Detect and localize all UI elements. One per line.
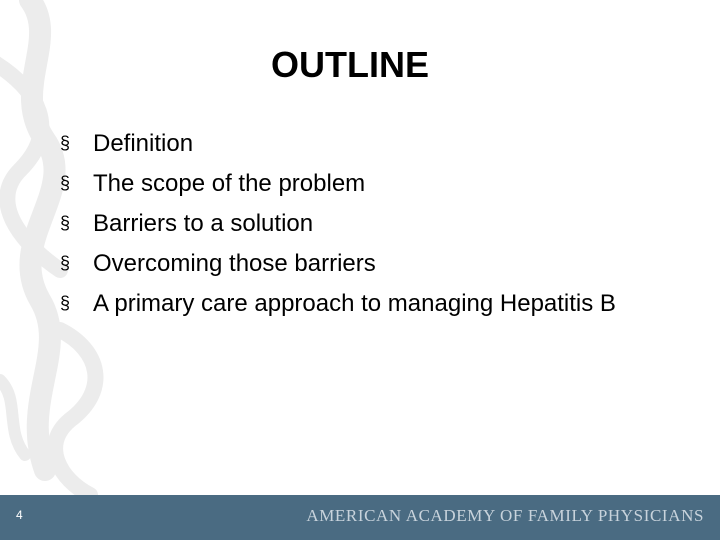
outline-item-text: A primary care approach to managing Hepatitis B [93, 290, 616, 317]
outline-item [60, 208, 700, 239]
outline-item-text: Definition [93, 130, 194, 157]
bullet-marker-icon: § [60, 293, 71, 313]
outline-item-text: The scope of the problem [93, 170, 366, 197]
slide-title [0, 44, 700, 86]
outline-list [60, 128, 700, 328]
organization-name: AMERICAN ACADEMY OF FAMILY PHYSICIANS [306, 506, 704, 525]
outline-item [60, 128, 700, 159]
bullet-marker-icon: § [60, 173, 71, 193]
bullet-marker-icon: § [60, 253, 71, 273]
bullet-marker-icon: § [60, 133, 71, 153]
outline-item-text: Overcoming those barriers [93, 250, 376, 277]
outline-item [60, 248, 700, 279]
outline-item-text: Barriers to a solution [93, 210, 314, 237]
outline-item [60, 168, 700, 199]
outline-item [60, 288, 700, 319]
footer-bar [0, 495, 720, 540]
slide-title-text: OUTLINE [271, 44, 429, 85]
bullet-marker-icon: § [60, 213, 71, 233]
page-number: 4 [16, 508, 23, 522]
